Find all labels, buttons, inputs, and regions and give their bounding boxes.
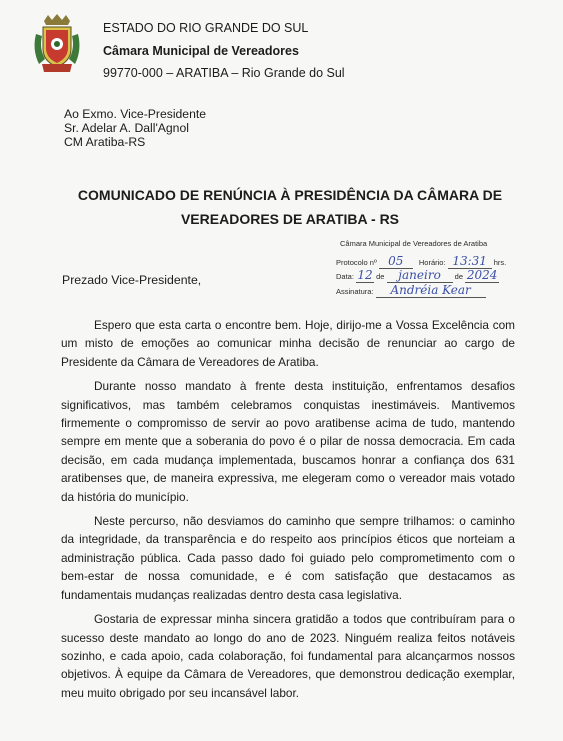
header-chamber: Câmara Municipal de Vereadores <box>103 44 299 58</box>
stamp-time-value: 13:31 <box>448 254 492 269</box>
body-paragraph: Espero que esta carta o encontre bem. Hoje, dirijo-me a Vossa Excelência com um misto de emoções ao comunicar minha decisão de renunciar ao cargo de Presidente da Câmara de Vereadores de Aratiba. <box>61 318 515 369</box>
stamp-signature-row <box>336 283 486 298</box>
stamp-de: de <box>376 272 385 281</box>
stamp-date-row <box>336 268 499 283</box>
coat-of-arms-icon <box>30 14 84 76</box>
document-title: COMUNICADO DE RENÚNCIA À PRESIDÊNCIA DA CÂMARA DE <box>77 187 503 203</box>
document-title: VEREADORES DE ARATIBA - RS <box>180 211 400 227</box>
stamp-signature-label: Assinatura: <box>336 287 374 296</box>
stamp-date-label: Data: <box>336 272 354 281</box>
greeting: Prezado Vice-Presidente, <box>62 273 202 287</box>
recipient-line: Ao Exmo. Vice-Presidente <box>64 107 207 121</box>
header-state: ESTADO DO RIO GRANDE DO SUL <box>103 21 309 35</box>
stamp-protocol-row <box>336 254 506 269</box>
stamp-day: 12 <box>357 268 373 282</box>
header-address: 99770-000 – ARATIBA – Rio Grande do Sul <box>103 66 345 80</box>
recipient-line: Sr. Adelar A. Dall'Agnol <box>64 121 189 135</box>
body-paragraph: Durante nosso mandato à frente desta instituição, enfrentamos desafios significativos, mas também celebramos conquistas inestimáveis. Mantivemos firmemente o compromisso de servir ao povo aratibense acima de tudo, mantendo sempre em mente que a soberania do povo é o pilar de nossa democracia. Em cada decisão, em cada mudança implementada, buscamos honrar a confiança dos 631 aratibenses que, de maneira expressiva, me elegeram como o vereador mais votado da história do município. <box>61 379 515 504</box>
stamp-protocol-label: Protocolo nº <box>336 258 377 267</box>
stamp-signature: Andréia Kear <box>376 283 486 298</box>
stamp-month: janeiro <box>387 268 453 283</box>
body-paragraph: Neste percurso, não desviamos do caminho que sempre trilhamos: o caminho da integridade, da transparência e do respeito aos princípios éticos que norteiam a administração pública. Cada passo dado foi guiado pelo comprometimento com o bem-estar de nossa comunidade, e é com satisfação que destacamos as fundamentais mudanças realizadas dentro desta casa legislativa. <box>61 514 515 602</box>
stamp-header: Câmara Municipal de Vereadores de Aratiba <box>340 239 488 248</box>
letter-body <box>61 316 515 708</box>
stamp-time-label: Horário: <box>418 258 446 267</box>
stamp-protocol-value: 05 <box>379 254 413 269</box>
stamp-year: 2024 <box>466 268 498 282</box>
protocol-stamp <box>336 235 536 300</box>
stamp-hrs-suffix: hrs. <box>493 258 507 267</box>
body-paragraph: Gostaria de expressar minha sincera gratidão a todos que contribuíram para o sucesso deste mandato ao longo do ano de 2023. Ninguém realiza feitos notáveis sozinho, e cada apoio, cada colaboração, foi fundamental para alcançarmos nossos objetivos. À equipe da Câmara de Vereadores, que demonstrou dedicação exemplar, meu muito obrigado por seu incansável labor. <box>61 612 515 700</box>
recipient-line: CM Aratiba-RS <box>64 135 146 149</box>
stamp-de: de <box>454 272 463 281</box>
